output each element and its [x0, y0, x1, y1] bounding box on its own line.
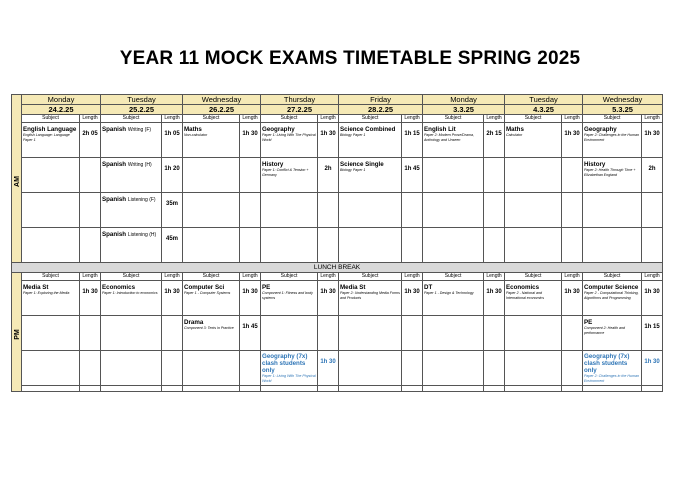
length-header: Length: [402, 115, 423, 123]
empty-cell: [583, 386, 642, 392]
day-row: [12, 95, 663, 105]
exam-length: 1h 15: [402, 123, 423, 158]
day-date: 27.2.25: [261, 105, 339, 115]
empty-cell: [423, 351, 484, 386]
exam-cell: English Language English Language: Language Paper 1: [22, 123, 80, 158]
empty-cell: [240, 351, 261, 386]
empty-cell: [318, 228, 339, 263]
exam-length: 1h 30: [562, 123, 583, 158]
exam-cell: Science Single Biology Paper 1: [339, 158, 402, 193]
empty-cell: [505, 193, 562, 228]
exam-length: 1h 30: [240, 281, 261, 316]
empty-cell: [583, 193, 642, 228]
length-header: Length: [240, 115, 261, 123]
exam-length: 1h 30: [80, 281, 101, 316]
length-header: Length: [80, 273, 101, 281]
pm-spacer-row: [12, 386, 663, 392]
am-exam-row: [12, 193, 663, 228]
empty-cell: [22, 351, 80, 386]
length-header: Length: [484, 273, 505, 281]
day-date: 24.2.25: [22, 105, 101, 115]
empty-cell: [402, 351, 423, 386]
empty-cell: [402, 228, 423, 263]
exam-cell: Spanish Listening (F): [101, 193, 162, 228]
subject-header: Subject: [339, 273, 402, 281]
day-name: Tuesday: [101, 95, 183, 105]
exam-length: 1h 45: [240, 316, 261, 351]
length-header: Length: [80, 115, 101, 123]
empty-cell: [183, 351, 240, 386]
pm-exam-row: [12, 351, 663, 386]
exam-length: 1h 30: [642, 281, 663, 316]
empty-cell: [562, 351, 583, 386]
exam-length: 1h 30: [402, 281, 423, 316]
exam-cell: Computer Sci Paper 1 - Computer Systems: [183, 281, 240, 316]
exam-cell: Science Combined Biology Paper 1: [339, 123, 402, 158]
empty-cell: [240, 228, 261, 263]
empty-cell: [261, 386, 318, 392]
empty-cell: [183, 193, 240, 228]
exam-cell: Spanish Writing (H): [101, 158, 162, 193]
empty-cell: [562, 193, 583, 228]
column-header-row: [12, 115, 663, 123]
empty-cell: [80, 316, 101, 351]
empty-cell: [80, 228, 101, 263]
subject-header: Subject: [583, 115, 642, 123]
empty-cell: [402, 386, 423, 392]
empty-cell: [339, 316, 402, 351]
empty-cell: [505, 351, 562, 386]
exam-cell: Drama Component 3: Texts in Practice: [183, 316, 240, 351]
empty-cell: [80, 158, 101, 193]
pm-label: PM: [12, 273, 22, 392]
exam-length: 1h 30: [240, 123, 261, 158]
exam-cell: Media St Paper 1: Exploring the Media: [22, 281, 80, 316]
length-header: Length: [162, 115, 183, 123]
empty-cell: [162, 386, 183, 392]
empty-cell: [80, 351, 101, 386]
empty-cell: [162, 351, 183, 386]
empty-cell: [505, 228, 562, 263]
exam-cell: Maths Non-calculator: [183, 123, 240, 158]
empty-cell: [318, 316, 339, 351]
empty-cell: [240, 386, 261, 392]
am-exam-row: [12, 123, 663, 158]
day-date: 3.3.25: [423, 105, 505, 115]
empty-cell: [423, 228, 484, 263]
page-title: YEAR 11 MOCK EXAMS TIMETABLE SPRING 2025: [119, 48, 581, 69]
exam-length: 1h 05: [162, 123, 183, 158]
empty-cell: [339, 386, 402, 392]
length-header: Length: [162, 273, 183, 281]
exam-length: 2h 05: [80, 123, 101, 158]
empty-cell: [339, 193, 402, 228]
empty-cell: [484, 386, 505, 392]
length-header: Length: [318, 273, 339, 281]
empty-cell: [261, 316, 318, 351]
exam-length: 1h 30: [642, 123, 663, 158]
exam-length: 1h 30: [318, 123, 339, 158]
pm-exam-row: [12, 281, 663, 316]
length-header: Length: [240, 273, 261, 281]
length-header: Length: [642, 115, 663, 123]
exam-cell: History Paper 2: Health Through Time + Elizabethan England: [583, 158, 642, 193]
subject-header: Subject: [261, 273, 318, 281]
exam-cell: Maths Calculator: [505, 123, 562, 158]
empty-cell: [562, 228, 583, 263]
day-date: 25.2.25: [101, 105, 183, 115]
exam-cell: PE Component 2: Health and performance: [583, 316, 642, 351]
subject-header: Subject: [505, 273, 562, 281]
exam-cell: History Paper 1: Conflict & Tension + Germany: [261, 158, 318, 193]
empty-cell: [402, 316, 423, 351]
empty-cell: [101, 316, 162, 351]
empty-cell: [423, 386, 484, 392]
empty-cell: [22, 193, 80, 228]
day-name: Tuesday: [505, 95, 583, 105]
empty-cell: [183, 158, 240, 193]
lunch-break-row: [12, 263, 663, 273]
empty-cell: [583, 228, 642, 263]
empty-cell: [339, 351, 402, 386]
empty-cell: [505, 158, 562, 193]
empty-cell: [318, 193, 339, 228]
day-date: 5.3.25: [583, 105, 663, 115]
day-date: 4.3.25: [505, 105, 583, 115]
empty-cell: [22, 158, 80, 193]
empty-cell: [402, 193, 423, 228]
day-date: 28.2.25: [339, 105, 423, 115]
exam-length: 1h 15: [642, 316, 663, 351]
empty-cell: [261, 228, 318, 263]
length-header: Length: [642, 273, 663, 281]
empty-cell: [22, 228, 80, 263]
empty-cell: [101, 386, 162, 392]
exam-length: 2h: [318, 158, 339, 193]
empty-cell: [162, 316, 183, 351]
exam-cell-clash: Geography (7x) clash students only Paper 1: Living With The Physical World: [261, 351, 318, 386]
empty-cell: [423, 158, 484, 193]
day-date: 26.2.25: [183, 105, 261, 115]
exam-cell: Geography Paper 1: Living With The Physical World: [261, 123, 318, 158]
exam-cell: Spanish Writing (F): [101, 123, 162, 158]
empty-cell: [562, 316, 583, 351]
exam-cell: Geography Paper 2: Challenges in the Human Environment: [583, 123, 642, 158]
subject-header: Subject: [183, 115, 240, 123]
subject-header: Subject: [183, 273, 240, 281]
empty-cell: [642, 228, 663, 263]
empty-cell: [642, 386, 663, 392]
empty-cell: [339, 228, 402, 263]
length-header: Length: [484, 115, 505, 123]
empty-cell: [423, 193, 484, 228]
empty-cell: [183, 228, 240, 263]
subject-header: Subject: [583, 273, 642, 281]
lunch-break: LUNCH BREAK: [12, 263, 663, 273]
length-header: Length: [402, 273, 423, 281]
day-name: Monday: [423, 95, 505, 105]
exam-length: 1h 30: [162, 281, 183, 316]
subject-header: Subject: [22, 115, 80, 123]
exam-length: 2h: [642, 158, 663, 193]
day-name: Wednesday: [183, 95, 261, 105]
empty-cell: [505, 386, 562, 392]
pm-exam-row: [12, 316, 663, 351]
subject-header: Subject: [423, 115, 484, 123]
empty-cell: [240, 193, 261, 228]
exam-cell: DT Paper 1 - Design & Technology: [423, 281, 484, 316]
am-label: AM: [12, 95, 22, 263]
empty-cell: [261, 193, 318, 228]
empty-cell: [80, 193, 101, 228]
length-header: Length: [562, 115, 583, 123]
empty-cell: [80, 386, 101, 392]
exam-cell: Computer Science Paper 2 - Computational Thinking, Algorithms and Programming: [583, 281, 642, 316]
empty-cell: [183, 386, 240, 392]
day-name: Thursday: [261, 95, 339, 105]
exam-length: 1h 30: [318, 281, 339, 316]
exam-cell: Media St Paper 2: Understanding Media Forms and Products: [339, 281, 402, 316]
empty-cell: [101, 351, 162, 386]
empty-cell: [484, 158, 505, 193]
subject-header: Subject: [261, 115, 318, 123]
exam-timetable: [11, 94, 663, 392]
exam-length: 35m: [162, 193, 183, 228]
subject-header: Subject: [339, 115, 402, 123]
empty-cell: [484, 351, 505, 386]
subject-header: Subject: [423, 273, 484, 281]
empty-cell: [318, 386, 339, 392]
subject-header: Subject: [505, 115, 562, 123]
length-header: Length: [562, 273, 583, 281]
exam-length: 2h 15: [484, 123, 505, 158]
empty-cell: [484, 316, 505, 351]
empty-cell: [240, 158, 261, 193]
exam-length: 1h 20: [162, 158, 183, 193]
exam-length: 1h 30: [318, 351, 339, 386]
date-row: [12, 105, 663, 115]
column-header-row: [12, 273, 663, 281]
empty-cell: [562, 386, 583, 392]
exam-cell: PE Component 1: Fitness and body systems: [261, 281, 318, 316]
day-name: Wednesday: [583, 95, 663, 105]
exam-cell: Economics Paper 2 - National and International economics: [505, 281, 562, 316]
subject-header: Subject: [101, 273, 162, 281]
empty-cell: [642, 193, 663, 228]
subject-header: Subject: [22, 273, 80, 281]
exam-length: 1h 30: [484, 281, 505, 316]
exam-length: 45m: [162, 228, 183, 263]
empty-cell: [505, 316, 562, 351]
am-exam-row: [12, 158, 663, 193]
empty-cell: [562, 158, 583, 193]
length-header: Length: [318, 115, 339, 123]
empty-cell: [22, 386, 80, 392]
day-name: Friday: [339, 95, 423, 105]
exam-cell: English Lit Paper 2: Modern Prose/Drama, Anthology and Unseen: [423, 123, 484, 158]
exam-length: 1h 45: [402, 158, 423, 193]
exam-cell-clash: Geography (7x) clash students only Paper 2: Challenges in the Human Environment: [583, 351, 642, 386]
empty-cell: [484, 228, 505, 263]
exam-length: 1h 30: [562, 281, 583, 316]
day-name: Monday: [22, 95, 101, 105]
empty-cell: [484, 193, 505, 228]
subject-header: Subject: [101, 115, 162, 123]
exam-cell: Economics Paper 1: Introduction to economics: [101, 281, 162, 316]
am-exam-row: [12, 228, 663, 263]
exam-cell: Spanish Listening (H): [101, 228, 162, 263]
exam-length: 1h 30: [642, 351, 663, 386]
empty-cell: [22, 316, 80, 351]
empty-cell: [423, 316, 484, 351]
